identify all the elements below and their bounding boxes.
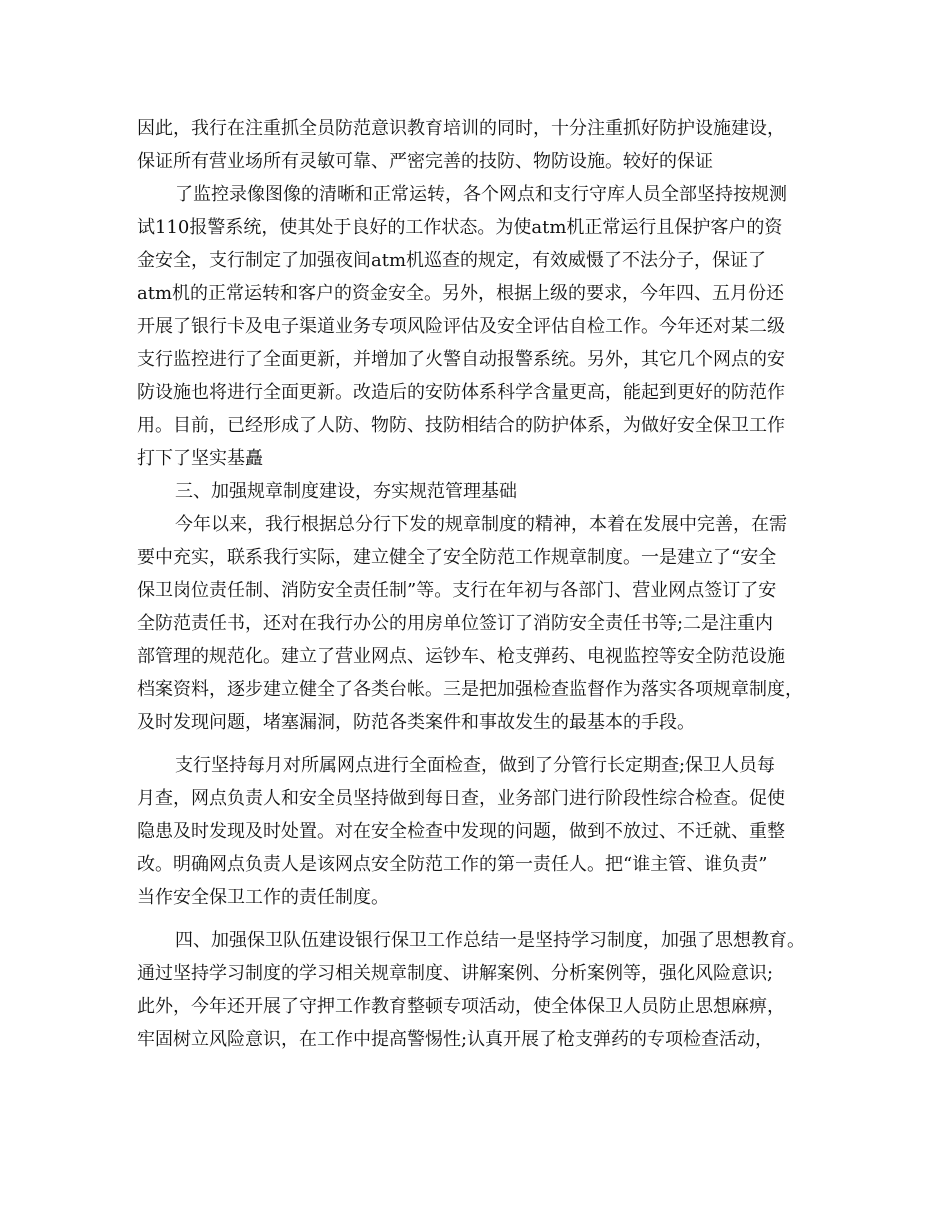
paragraph-line: 保证所有营业场所有灵敏可靠、严密完善的技防、物防设施。较好的保证 [137, 151, 713, 172]
paragraph-line: 牢固树立风险意识，在工作中提高警惕性;认真开展了枪支弹药的专项检查活动， [137, 1029, 774, 1050]
paragraph-line: 档案资料，逐步建立健全了各类台帐。三是把加强检查监督作为落实各项规章制度， [137, 679, 803, 700]
section-heading: 三、加强规章制度建设，夯实规范管理基础 [175, 481, 517, 502]
paragraph-line: 打下了坚实基矗 [137, 448, 263, 469]
paragraph-line: 了监控录像图像的清晰和正常运转，各个网点和支行守库人员全部坚持按规测 [175, 184, 787, 205]
paragraph-line: 今年以来，我行根据总分行下发的规章制度的精神，本着在发展中完善，在需 [175, 514, 787, 535]
paragraph-line: 试110报警系统，使其处于良好的工作状态。为使atm机正常运行且保护客户的资 [137, 217, 783, 238]
document-body [137, 112, 827, 1056]
paragraph-line: 当作安全保卫工作的责任制度。 [137, 887, 389, 908]
paragraph-line: 此外，今年还开展了守押工作教育整顿专项活动，使全体保卫人员防止思想麻痹， [137, 996, 785, 1017]
paragraph-line: 金安全，支行制定了加强夜间atm机巡查的规定，有效威慑了不法分子，保证了 [137, 250, 767, 271]
paragraph-line: 要中充实，联系我行实际，建立健全了安全防范工作规章制度。一是建立了“安全 [137, 547, 777, 568]
paragraph-line: 及时发现问题，堵塞漏洞，防范各类案件和事故发生的最基本的手段。 [137, 712, 695, 733]
paragraph-line: 防设施也将进行全面更新。改造后的安防体系科学含量更高，能起到更好的防范作 [137, 382, 785, 403]
paragraph-line: 因此，我行在注重抓全员防范意识教育培训的同时，十分注重抓好防护设施建设， [137, 118, 785, 139]
paragraph-line: 月查，网点负责人和安全员坚持做到每日查，业务部门进行阶段性综合检查。促使 [137, 788, 785, 809]
paragraph-line: 支行监控进行了全面更新，并增加了火警自动报警系统。另外，其它几个网点的安 [137, 349, 785, 370]
paragraph-line: 隐患及时发现及时处置。对在安全检查中发现的问题，做到不放过、不迁就、重整 [137, 821, 785, 842]
paragraph-line: 支行坚持每月对所属网点进行全面检查，做到了分管行长定期查;保卫人员每 [175, 755, 776, 776]
paragraph-spacer [137, 914, 827, 924]
paragraph-line: 开展了银行卡及电子渠道业务专项风险评估及安全评估自检工作。今年还对某二级 [137, 316, 785, 337]
paragraph-line: 用。目前，已经形成了人防、物防、技防相结合的防护体系，为做好安全保卫工作 [137, 415, 785, 436]
paragraph-line: 保卫岗位责任制、消防安全责任制”等。支行在年初与各部门、营业网点签订了安 [137, 580, 777, 601]
section-heading: 四、加强保卫队伍建设银行保卫工作总结一是坚持学习制度，加强了思想教育。 [175, 930, 805, 951]
paragraph-line: 部管理的规范化。建立了营业网点、运钞车、枪支弹药、电视监控等安全防范设施 [137, 646, 785, 667]
paragraph-line: 通过坚持学习制度的学习相关规章制度、讲解案例、分析案例等，强化风险意识; [137, 963, 774, 984]
paragraph-line: 全防范责任书，还对在我行办公的用房单位签订了消防安全责任书等;二是注重内 [137, 613, 774, 634]
paragraph-line: atm机的正常运转和客户的资金安全。另外，根据上级的要求，今年四、五月份还 [137, 283, 785, 304]
paragraph-line: 改。明确网点负责人是该网点安全防范工作的第一责任人。把“谁主管、谁负责” [137, 854, 768, 875]
paragraph-spacer [137, 739, 827, 749]
